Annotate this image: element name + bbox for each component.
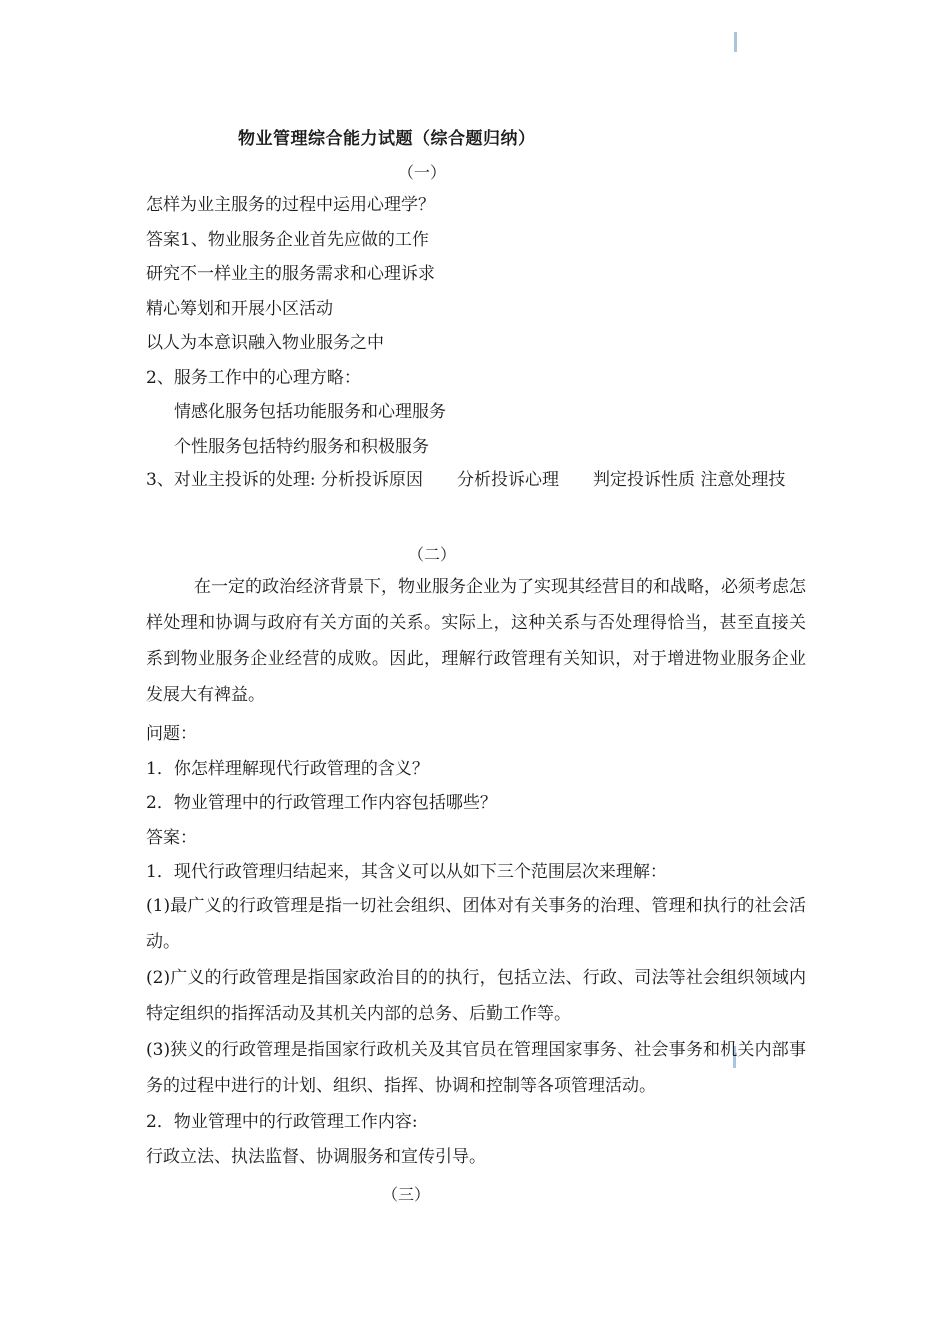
answer-item: 研究不一样业主的服务需求和心理诉求 (146, 264, 435, 284)
question-label: 问题： (146, 724, 197, 744)
section-heading-3: （三） (382, 1185, 431, 1204)
question-text: 怎样为业主服务的过程中运用心理学？ (146, 195, 435, 215)
strategy-item: 情感化服务包括功能服务和心理服务 (174, 402, 446, 422)
answer-item: 行政立法、执法监督、协调服务和宣传引导。 (146, 1147, 486, 1167)
margin-mark (734, 32, 737, 52)
strategy-heading: 2、服务工作中的心理方略： (146, 368, 361, 388)
section-heading-1: （一） (398, 163, 447, 182)
answer-intro: 答案1、物业服务企业首先应做的工作 (146, 230, 429, 250)
intro-paragraph: 在一定的政治经济背景下，物业服务企业为了实现其经营目的和战略，必须考虑怎样处理和协调与政府有关方面的关系。实际上，这种关系与否处理得恰当，甚至直接关系到物业服务企业经营的成败。因此，理解行政管理有关知识，对于增进物业服务企业发展大有裨益。 (146, 577, 806, 705)
strategy-item: 个性服务包括特约服务和积极服务 (174, 437, 429, 457)
section-heading-2: （二） (408, 545, 457, 564)
answer-paragraph: (1)最广义的行政管理是指一切社会组织、团体对有关事务的治理、管理和执行的社会活动。 (146, 896, 806, 952)
answer-item: 精心筹划和开展小区活动 (146, 299, 333, 319)
answer-item: 以人为本意识融入物业服务之中 (146, 333, 384, 353)
complaint-paragraph: 3、对业主投诉的处理: 分析投诉原因 分析投诉心理 判定投诉性质 注意处理技 (146, 470, 786, 490)
page-title: 物业管理综合能力试题（综合题归纳） (238, 129, 536, 149)
answer-item: 2．物业管理中的行政管理工作内容: (146, 1112, 418, 1132)
question-item: 2．物业管理中的行政管理工作内容包括哪些？ (146, 793, 497, 813)
question-item: 1．你怎样理解现代行政管理的含义？ (146, 759, 429, 779)
answer-item: 1．现代行政管理归结起来，其含义可以从如下三个范围层次来理解： (146, 862, 667, 882)
answer-label: 答案： (146, 828, 197, 848)
answer-paragraph: (2)广义的行政管理是指国家政治目的的执行，包括立法、行政、司法等社会组织领域内特定组织的指挥活动及其机关内部的总务、后勤工作等。 (146, 968, 806, 1024)
answer-paragraph: (3)狭义的行政管理是指国家行政机关及其官员在管理国家事务、社会事务和机关内部事务的过程中进行的计划、组织、指挥、协调和控制等各项管理活动。 (146, 1040, 806, 1096)
